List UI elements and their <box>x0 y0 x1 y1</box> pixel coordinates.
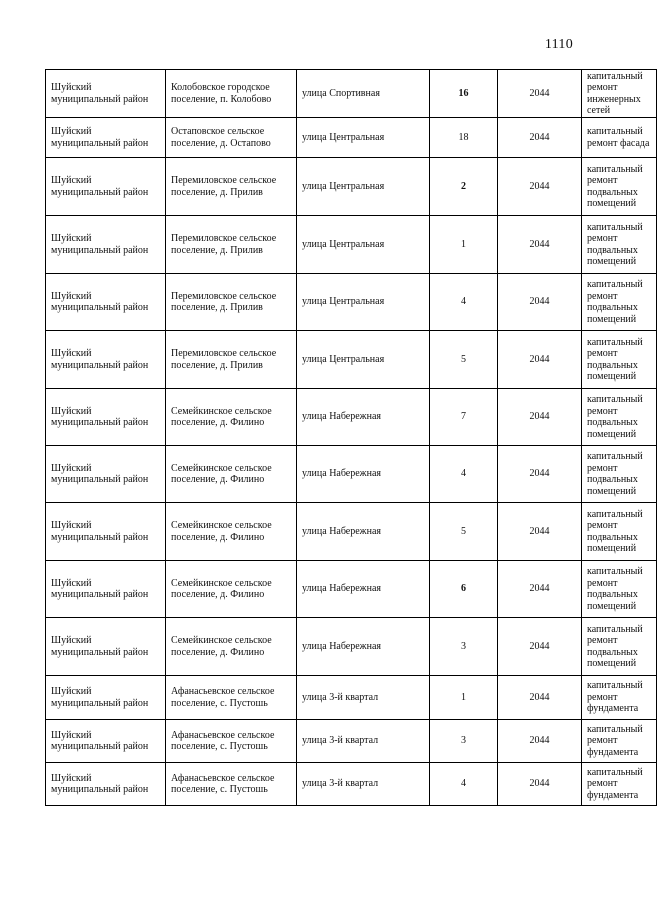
settlement-cell <box>166 618 297 676</box>
house-number-text: 16 <box>458 87 469 99</box>
registry-table-body <box>46 70 657 806</box>
table-row <box>46 274 657 331</box>
table-row <box>46 561 657 618</box>
house-number-cell <box>430 216 498 274</box>
work-type-cell <box>582 274 657 331</box>
street-text: улица 3-й квартал <box>302 735 379 747</box>
settlement-text: Семейкинское сельское поселение, д. Филино <box>171 520 272 543</box>
house-number-text: 6 <box>461 583 466 595</box>
work-type-text: капитальный ремонт подвальных помещений <box>587 336 643 382</box>
year-text: 2044 <box>529 180 550 192</box>
settlement-cell <box>166 446 297 503</box>
work-type-cell <box>582 216 657 274</box>
work-type-text: капитальный ремонт фасада <box>587 126 650 149</box>
house-number-text: 3 <box>461 640 466 652</box>
work-type-cell <box>582 763 657 806</box>
district-text: Шуйский муниципальный район <box>51 635 149 658</box>
year-cell <box>498 618 582 676</box>
house-number-text: 4 <box>461 468 466 480</box>
registry-table <box>45 69 657 806</box>
work-type-cell <box>582 389 657 446</box>
street-cell <box>297 274 430 331</box>
settlement-cell <box>166 720 297 763</box>
district-cell <box>46 118 166 158</box>
street-text: улица Набережная <box>302 468 381 480</box>
house-number-cell <box>430 274 498 331</box>
year-cell <box>498 158 582 216</box>
year-cell <box>498 118 582 158</box>
settlement-cell <box>166 763 297 806</box>
work-type-text: капитальный ремонт подвальных помещений <box>587 279 643 325</box>
work-type-text: капитальный ремонт подвальных помещений <box>587 221 643 267</box>
work-type-cell <box>582 503 657 561</box>
street-text: улица Центральная <box>302 353 385 365</box>
district-text: Шуйский муниципальный район <box>51 233 149 256</box>
work-type-text: капитальный ремонт подвальных помещений <box>587 623 643 669</box>
settlement-text: Семейкинское сельское поселение, д. Филино <box>171 635 272 658</box>
district-cell <box>46 389 166 446</box>
settlement-text: Семейкинское сельское поселение, д. Филино <box>171 577 272 600</box>
year-cell <box>498 720 582 763</box>
table-row <box>46 389 657 446</box>
house-number-text: 7 <box>461 411 466 423</box>
street-cell <box>297 331 430 389</box>
work-type-text: капитальный ремонт инженерных сетей <box>587 70 643 116</box>
table-row <box>46 446 657 503</box>
street-cell <box>297 389 430 446</box>
street-cell <box>297 618 430 676</box>
table-row <box>46 720 657 763</box>
house-number-text: 5 <box>461 353 466 365</box>
settlement-text: Семейкинское сельское поселение, д. Филино <box>171 462 272 485</box>
year-cell <box>498 389 582 446</box>
work-type-cell <box>582 118 657 158</box>
work-type-cell <box>582 158 657 216</box>
settlement-cell <box>166 274 297 331</box>
house-number-cell <box>430 446 498 503</box>
settlement-cell <box>166 118 297 158</box>
settlement-cell <box>166 331 297 389</box>
house-number-text: 3 <box>461 735 466 747</box>
house-number-cell <box>430 331 498 389</box>
settlement-cell <box>166 70 297 118</box>
year-text: 2044 <box>529 411 550 423</box>
year-text: 2044 <box>529 87 550 99</box>
settlement-text: Перемиловское сельское поселение, д. Прилив <box>171 233 277 256</box>
table-row <box>46 763 657 806</box>
table-row <box>46 676 657 720</box>
year-cell <box>498 331 582 389</box>
street-text: улица Центральная <box>302 296 385 308</box>
year-text: 2044 <box>529 525 550 537</box>
district-text: Шуйский муниципальный район <box>51 462 149 485</box>
district-cell <box>46 618 166 676</box>
settlement-text: Семейкинское сельское поселение, д. Филино <box>171 405 272 428</box>
street-cell <box>297 216 430 274</box>
settlement-text: Остаповское сельское поселение, д. Остапово <box>171 126 271 149</box>
work-type-cell <box>582 676 657 720</box>
street-cell <box>297 720 430 763</box>
table-row <box>46 70 657 118</box>
settlement-cell <box>166 216 297 274</box>
street-cell <box>297 158 430 216</box>
district-text: Шуйский муниципальный район <box>51 348 149 371</box>
work-type-cell <box>582 70 657 118</box>
district-cell <box>46 216 166 274</box>
year-cell <box>498 763 582 806</box>
district-cell <box>46 446 166 503</box>
house-number-text: 18 <box>458 131 469 143</box>
district-cell <box>46 503 166 561</box>
district-text: Шуйский муниципальный район <box>51 405 149 428</box>
street-cell <box>297 503 430 561</box>
house-number-cell <box>430 763 498 806</box>
year-cell <box>498 561 582 618</box>
district-text: Шуйский муниципальный район <box>51 772 149 795</box>
house-number-text: 4 <box>461 296 466 308</box>
year-cell <box>498 216 582 274</box>
year-text: 2044 <box>529 735 550 747</box>
settlement-text: Афанасьевское сельское поселение, с. Пустошь <box>171 772 275 795</box>
house-number-text: 5 <box>461 525 466 537</box>
district-text: Шуйский муниципальный район <box>51 577 149 600</box>
street-text: улица Набережная <box>302 411 381 423</box>
year-text: 2044 <box>529 468 550 480</box>
house-number-cell <box>430 561 498 618</box>
year-cell <box>498 70 582 118</box>
street-cell <box>297 676 430 720</box>
settlement-text: Перемиловское сельское поселение, д. Прилив <box>171 348 277 371</box>
year-text: 2044 <box>529 353 550 365</box>
house-number-cell <box>430 158 498 216</box>
house-number-text: 4 <box>461 778 466 790</box>
settlement-cell <box>166 561 297 618</box>
settlement-text: Перемиловское сельское поселение, д. Прилив <box>171 175 277 198</box>
house-number-cell <box>430 118 498 158</box>
house-number-cell <box>430 70 498 118</box>
district-cell <box>46 274 166 331</box>
house-number-cell <box>430 720 498 763</box>
house-number-text: 1 <box>461 691 466 703</box>
year-cell <box>498 446 582 503</box>
district-cell <box>46 720 166 763</box>
year-cell <box>498 503 582 561</box>
year-cell <box>498 274 582 331</box>
district-cell <box>46 561 166 618</box>
work-type-cell <box>582 561 657 618</box>
year-text: 2044 <box>529 296 550 308</box>
street-text: улица Набережная <box>302 525 381 537</box>
street-cell <box>297 70 430 118</box>
house-number-cell <box>430 676 498 720</box>
house-number-text: 1 <box>461 238 466 250</box>
work-type-text: капитальный ремонт подвальных помещений <box>587 508 643 554</box>
settlement-cell <box>166 676 297 720</box>
year-text: 2044 <box>529 583 550 595</box>
district-text: Шуйский муниципальный район <box>51 175 149 198</box>
district-text: Шуйский муниципальный район <box>51 290 149 313</box>
work-type-cell <box>582 618 657 676</box>
district-text: Шуйский муниципальный район <box>51 126 149 149</box>
street-cell <box>297 118 430 158</box>
street-text: улица Спортивная <box>302 87 380 99</box>
work-type-cell <box>582 331 657 389</box>
house-number-text: 2 <box>461 180 466 192</box>
district-cell <box>46 676 166 720</box>
street-text: улица 3-й квартал <box>302 691 379 703</box>
year-cell <box>498 676 582 720</box>
house-number-cell <box>430 618 498 676</box>
settlement-cell <box>166 503 297 561</box>
year-text: 2044 <box>529 691 550 703</box>
table-row <box>46 118 657 158</box>
street-text: улица Центральная <box>302 131 385 143</box>
settlement-cell <box>166 389 297 446</box>
street-cell <box>297 446 430 503</box>
district-text: Шуйский муниципальный район <box>51 82 149 105</box>
work-type-cell <box>582 720 657 763</box>
settlement-text: Афанасьевское сельское поселение, с. Пустошь <box>171 729 275 752</box>
work-type-text: капитальный ремонт подвальных помещений <box>587 451 643 497</box>
house-number-cell <box>430 389 498 446</box>
work-type-cell <box>582 446 657 503</box>
table-row <box>46 216 657 274</box>
street-cell <box>297 561 430 618</box>
year-text: 2044 <box>529 778 550 790</box>
street-text: улица Центральная <box>302 180 385 192</box>
work-type-text: капитальный ремонт подвальных помещений <box>587 163 643 209</box>
work-type-text: капитальный ремонт подвальных помещений <box>587 394 643 440</box>
work-type-text: капитальный ремонт фундамента <box>587 766 643 801</box>
house-number-cell <box>430 503 498 561</box>
street-text: улица 3-й квартал <box>302 778 379 790</box>
street-text: улица Набережная <box>302 583 381 595</box>
district-cell <box>46 331 166 389</box>
table-row <box>46 158 657 216</box>
street-text: улица Центральная <box>302 238 385 250</box>
settlement-text: Перемиловское сельское поселение, д. Прилив <box>171 290 277 313</box>
table-row <box>46 618 657 676</box>
settlement-cell <box>166 158 297 216</box>
district-text: Шуйский муниципальный район <box>51 520 149 543</box>
work-type-text: капитальный ремонт фундамента <box>587 723 643 758</box>
street-cell <box>297 763 430 806</box>
settlement-text: Афанасьевское сельское поселение, с. Пустошь <box>171 686 275 709</box>
district-text: Шуйский муниципальный район <box>51 686 149 709</box>
district-cell <box>46 70 166 118</box>
district-cell <box>46 763 166 806</box>
street-text: улица Набережная <box>302 640 381 652</box>
table-row <box>46 331 657 389</box>
district-cell <box>46 158 166 216</box>
page-number: 1110 <box>544 37 573 52</box>
work-type-text: капитальный ремонт подвальных помещений <box>587 566 643 612</box>
year-text: 2044 <box>529 238 550 250</box>
table-row <box>46 503 657 561</box>
district-text: Шуйский муниципальный район <box>51 729 149 752</box>
year-text: 2044 <box>529 131 550 143</box>
work-type-text: капитальный ремонт фундамента <box>587 680 643 715</box>
year-text: 2044 <box>529 640 550 652</box>
settlement-text: Колобовское городское поселение, п. Колобово <box>171 82 272 105</box>
